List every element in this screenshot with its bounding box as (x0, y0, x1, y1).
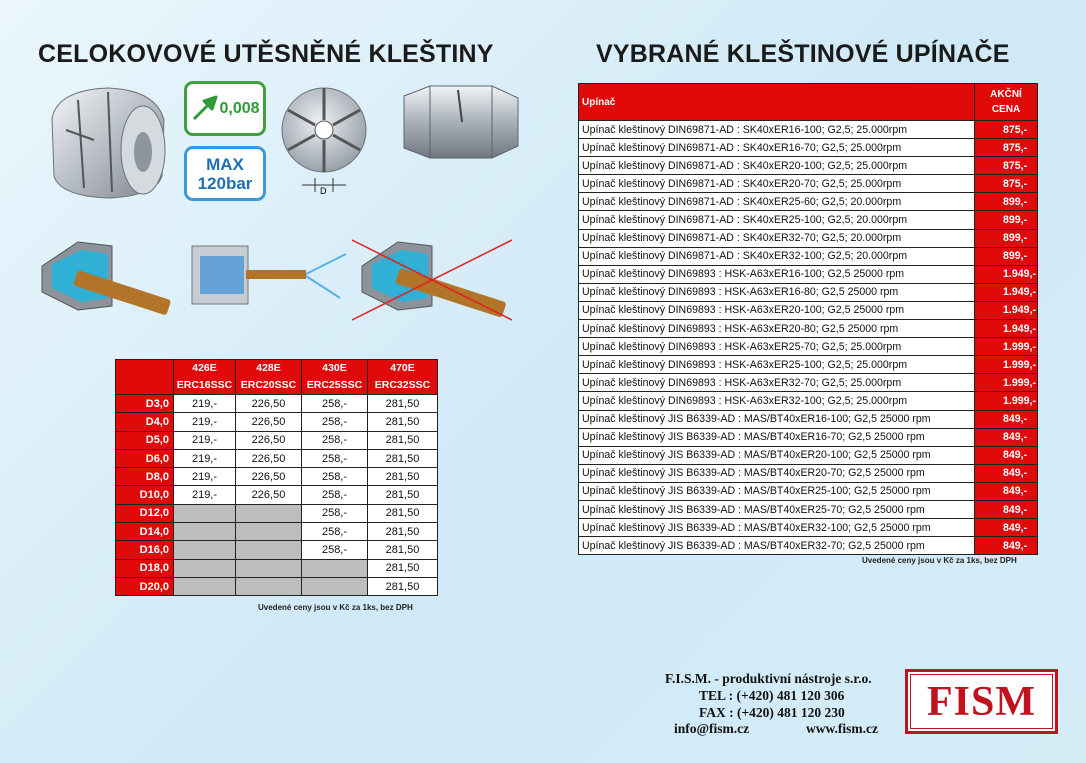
collet-table-header (116, 360, 438, 395)
price-cell: 258,- (302, 541, 368, 559)
phone: TEL : (+420) 481 120 306 (699, 688, 845, 703)
table-row (116, 577, 438, 595)
right-title: VYBRANÉ KLEŠTINOVÉ UPÍNAČE (596, 40, 1010, 68)
holder-price-cell: 875,- (975, 175, 1038, 193)
table-row (116, 413, 438, 431)
price-cell: 219,- (174, 395, 236, 413)
holder-price-cell: 849,- (975, 500, 1038, 518)
fism-logo (905, 669, 1058, 734)
holder-price-cell: 1.999,- (975, 392, 1038, 410)
price-cell: 281,50 (368, 577, 438, 595)
website-link[interactable]: www.fism.cz (806, 721, 878, 736)
holder-name-cell: Upínač kleštinový JIS B6339-AD : MAS/BT40xER20-100; G2,5 25000 rpm (579, 446, 975, 464)
table-row (116, 431, 438, 449)
price-cell (236, 504, 302, 522)
holder-price-cell: 1.949,- (975, 301, 1038, 319)
holder-name-cell: Upínač kleštinový DIN69871-AD : SK40xER25-100; G2,5; 20.000rpm (579, 211, 975, 229)
table-row (116, 449, 438, 467)
price-cell: 258,- (302, 468, 368, 486)
holder-name-cell: Upínač kleštinový DIN69893 : HSK-A63xER20-100; G2,5 25000 rpm (579, 301, 975, 319)
table-row (579, 338, 1038, 356)
collet-side-image (38, 80, 170, 200)
price-cell: 281,50 (368, 395, 438, 413)
holder-name-cell: Upínač kleštinový JIS B6339-AD : MAS/BT40xER16-70; G2,5 25000 rpm (579, 428, 975, 446)
holder-price-cell: 1.999,- (975, 338, 1038, 356)
column-header: 470E ERC32SSC (368, 360, 438, 395)
price-cell: 281,50 (368, 486, 438, 504)
size-cell: D6,0 (116, 449, 174, 467)
table-row (116, 395, 438, 413)
right-price-note: Uvedené ceny jsou v Kč za 1ks, bez DPH (862, 556, 1017, 565)
table-row (579, 139, 1038, 157)
holder-name-cell: Upínač kleštinový JIS B6339-AD : MAS/BT40xER20-70; G2,5 25000 rpm (579, 464, 975, 482)
pressure-value: 120bar (197, 173, 253, 193)
price-cell (174, 504, 236, 522)
header-price: AKČNÍ CENA (975, 84, 1038, 121)
holder-price-cell: 1.999,- (975, 356, 1038, 374)
price-cell: 258,- (302, 395, 368, 413)
price-cell: 258,- (302, 504, 368, 522)
table-row (579, 392, 1038, 410)
price-cell (236, 577, 302, 595)
holder-name-cell: Upínač kleštinový DIN69893 : HSK-A63xER16-100; G2,5 25000 rpm (579, 265, 975, 283)
table-row (579, 211, 1038, 229)
size-cell: D3,0 (116, 395, 174, 413)
holder-price-cell: 849,- (975, 446, 1038, 464)
holder-name-cell: Upínač kleštinový DIN69893 : HSK-A63xER20-80; G2,5 25000 rpm (579, 320, 975, 338)
pressure-label: MAX (206, 154, 244, 174)
table-row (116, 541, 438, 559)
holder-price-cell: 849,- (975, 428, 1038, 446)
table-row (116, 523, 438, 541)
price-cell: 219,- (174, 486, 236, 504)
price-cell: 281,50 (368, 523, 438, 541)
column-header: 428E ERC20SSC (236, 360, 302, 395)
email-link[interactable]: info@fism.cz (674, 721, 750, 736)
price-cell: 226,50 (236, 395, 302, 413)
table-row (579, 247, 1038, 265)
table-row (579, 265, 1038, 283)
holder-name-cell: Upínač kleštinový DIN69893 : HSK-A63xER16-80; G2,5 25000 rpm (579, 283, 975, 301)
corner-cell (116, 360, 174, 395)
table-row (116, 468, 438, 486)
collet-front-image (278, 80, 368, 195)
holder-price-cell: 899,- (975, 193, 1038, 211)
price-cell: 219,- (174, 449, 236, 467)
holder-name-cell: Upínač kleštinový DIN69893 : HSK-A63xER25-70; G2,5; 25.000rpm (579, 338, 975, 356)
table-row (579, 374, 1038, 392)
size-cell: D5,0 (116, 431, 174, 449)
price-cell: 219,- (174, 431, 236, 449)
price-cell: 258,- (302, 431, 368, 449)
column-header: 426E ERC16SSC (174, 360, 236, 395)
holder-price-cell: 849,- (975, 482, 1038, 500)
price-cell: 219,- (174, 468, 236, 486)
holder-price-cell: 849,- (975, 410, 1038, 428)
holder-name-cell: Upínač kleštinový DIN69871-AD : SK40xER20-100; G2,5; 25.000rpm (579, 157, 975, 175)
holder-name-cell: Upínač kleštinový DIN69871-AD : SK40xER20-70; G2,5; 25.000rpm (579, 175, 975, 193)
holder-price-cell: 899,- (975, 211, 1038, 229)
logo-text: FISM (910, 674, 1053, 729)
accuracy-value: 0,008 (219, 99, 260, 117)
holder-price-cell: 1.949,- (975, 265, 1038, 283)
holder-price-cell: 1.999,- (975, 374, 1038, 392)
holder-price-cell: 875,- (975, 139, 1038, 157)
table-row (116, 504, 438, 522)
price-cell: 219,- (174, 413, 236, 431)
price-cell: 226,50 (236, 449, 302, 467)
holder-name-cell: Upínač kleštinový DIN69871-AD : SK40xER16-70; G2,5; 25.000rpm (579, 139, 975, 157)
holder-name-cell: Upínač kleštinový JIS B6339-AD : MAS/BT40xER32-70; G2,5 25000 rpm (579, 537, 975, 555)
price-cell (174, 541, 236, 559)
table-row (579, 157, 1038, 175)
accuracy-badge (184, 81, 266, 136)
table-row (579, 175, 1038, 193)
coolant-seal-illustration (38, 236, 180, 316)
price-cell (236, 559, 302, 577)
size-cell: D20,0 (116, 577, 174, 595)
price-cell: 281,50 (368, 449, 438, 467)
price-cell: 258,- (302, 449, 368, 467)
price-cell (236, 541, 302, 559)
holder-price-cell: 849,- (975, 464, 1038, 482)
collet-price-table (115, 359, 438, 596)
size-cell: D10,0 (116, 486, 174, 504)
holder-price-cell: 1.949,- (975, 283, 1038, 301)
table-row (579, 356, 1038, 374)
table-row (579, 320, 1038, 338)
holder-name-cell: Upínač kleštinový DIN69871-AD : SK40xER16-100; G2,5; 25.000rpm (579, 121, 975, 139)
left-title: CELOKOVOVÉ UTĚSNĚNÉ KLEŠTINY (38, 40, 494, 68)
header-name: Upínač (579, 84, 975, 121)
holder-name-cell: Upínač kleštinový DIN69871-AD : SK40xER32-100; G2,5; 20.000rpm (579, 247, 975, 265)
holder-name-cell: Upínač kleštinový DIN69871-AD : SK40xER25-60; G2,5; 20.000rpm (579, 193, 975, 211)
price-cell: 281,50 (368, 413, 438, 431)
table-row (116, 486, 438, 504)
size-cell: D12,0 (116, 504, 174, 522)
fax: FAX : (+420) 481 120 230 (699, 705, 845, 720)
table-row (579, 519, 1038, 537)
price-cell: 226,50 (236, 468, 302, 486)
collet-profile-image (400, 82, 520, 162)
holder-name-cell: Upínač kleštinový JIS B6339-AD : MAS/BT40xER16-100; G2,5 25000 rpm (579, 410, 975, 428)
price-cell: 281,50 (368, 468, 438, 486)
holder-name-cell: Upínač kleštinový DIN69893 : HSK-A63xER32-70; G2,5; 25.000rpm (579, 374, 975, 392)
price-cell: 281,50 (368, 541, 438, 559)
holder-price-cell: 899,- (975, 247, 1038, 265)
table-row (579, 410, 1038, 428)
holder-price-cell: 875,- (975, 121, 1038, 139)
coolant-through-illustration (190, 240, 350, 310)
size-cell: D16,0 (116, 541, 174, 559)
price-cell: 226,50 (236, 431, 302, 449)
price-cell (174, 523, 236, 541)
pressure-badge (184, 146, 266, 201)
holder-name-cell: Upínač kleštinový DIN69893 : HSK-A63xER32-100; G2,5; 25.000rpm (579, 392, 975, 410)
table-row (579, 301, 1038, 319)
holder-price-cell: 1.949,- (975, 320, 1038, 338)
size-cell: D18,0 (116, 559, 174, 577)
price-cell: 281,50 (368, 504, 438, 522)
table-row (579, 482, 1038, 500)
price-cell: 258,- (302, 413, 368, 431)
accuracy-arrow-icon (190, 95, 218, 123)
company-name: F.I.S.M. - produktivní nástroje s.r.o. (665, 671, 872, 686)
table-row (579, 446, 1038, 464)
holder-name-cell: Upínač kleštinový DIN69871-AD : SK40xER32-70; G2,5; 20.000rpm (579, 229, 975, 247)
holder-price-cell: 849,- (975, 537, 1038, 555)
left-price-note: Uvedené ceny jsou v Kč za 1ks, bez DPH (258, 603, 413, 612)
table-row (579, 193, 1038, 211)
table-row (579, 121, 1038, 139)
holder-price-cell: 899,- (975, 229, 1038, 247)
table-row (579, 537, 1038, 555)
price-cell: 281,50 (368, 559, 438, 577)
table-row (579, 464, 1038, 482)
table-row (579, 428, 1038, 446)
holder-price-cell: 849,- (975, 519, 1038, 537)
holder-price-cell: 875,- (975, 157, 1038, 175)
price-cell (236, 523, 302, 541)
column-header: 430E ERC25SSC (302, 360, 368, 395)
holder-name-cell: Upínač kleštinový JIS B6339-AD : MAS/BT40xER25-70; G2,5 25000 rpm (579, 500, 975, 518)
price-cell: 281,50 (368, 431, 438, 449)
price-cell: 226,50 (236, 486, 302, 504)
holder-table-header (579, 84, 1038, 121)
holder-name-cell: Upínač kleštinový JIS B6339-AD : MAS/BT40xER25-100; G2,5 25000 rpm (579, 482, 975, 500)
holder-price-table (578, 83, 1038, 555)
price-cell (302, 577, 368, 595)
price-cell (174, 559, 236, 577)
holder-name-cell: Upínač kleštinový DIN69893 : HSK-A63xER25-100; G2,5; 25.000rpm (579, 356, 975, 374)
price-cell: 258,- (302, 523, 368, 541)
size-cell: D14,0 (116, 523, 174, 541)
price-cell: 258,- (302, 486, 368, 504)
table-row (579, 500, 1038, 518)
size-cell: D8,0 (116, 468, 174, 486)
no-seal-crossed-illustration (348, 236, 516, 324)
table-row (579, 283, 1038, 301)
table-row (116, 559, 438, 577)
dimension-label: D (320, 186, 327, 195)
holder-name-cell: Upínač kleštinový JIS B6339-AD : MAS/BT40xER32-100; G2,5 25000 rpm (579, 519, 975, 537)
price-cell: 226,50 (236, 413, 302, 431)
table-row (579, 229, 1038, 247)
size-cell: D4,0 (116, 413, 174, 431)
price-cell (302, 559, 368, 577)
price-cell (174, 577, 236, 595)
